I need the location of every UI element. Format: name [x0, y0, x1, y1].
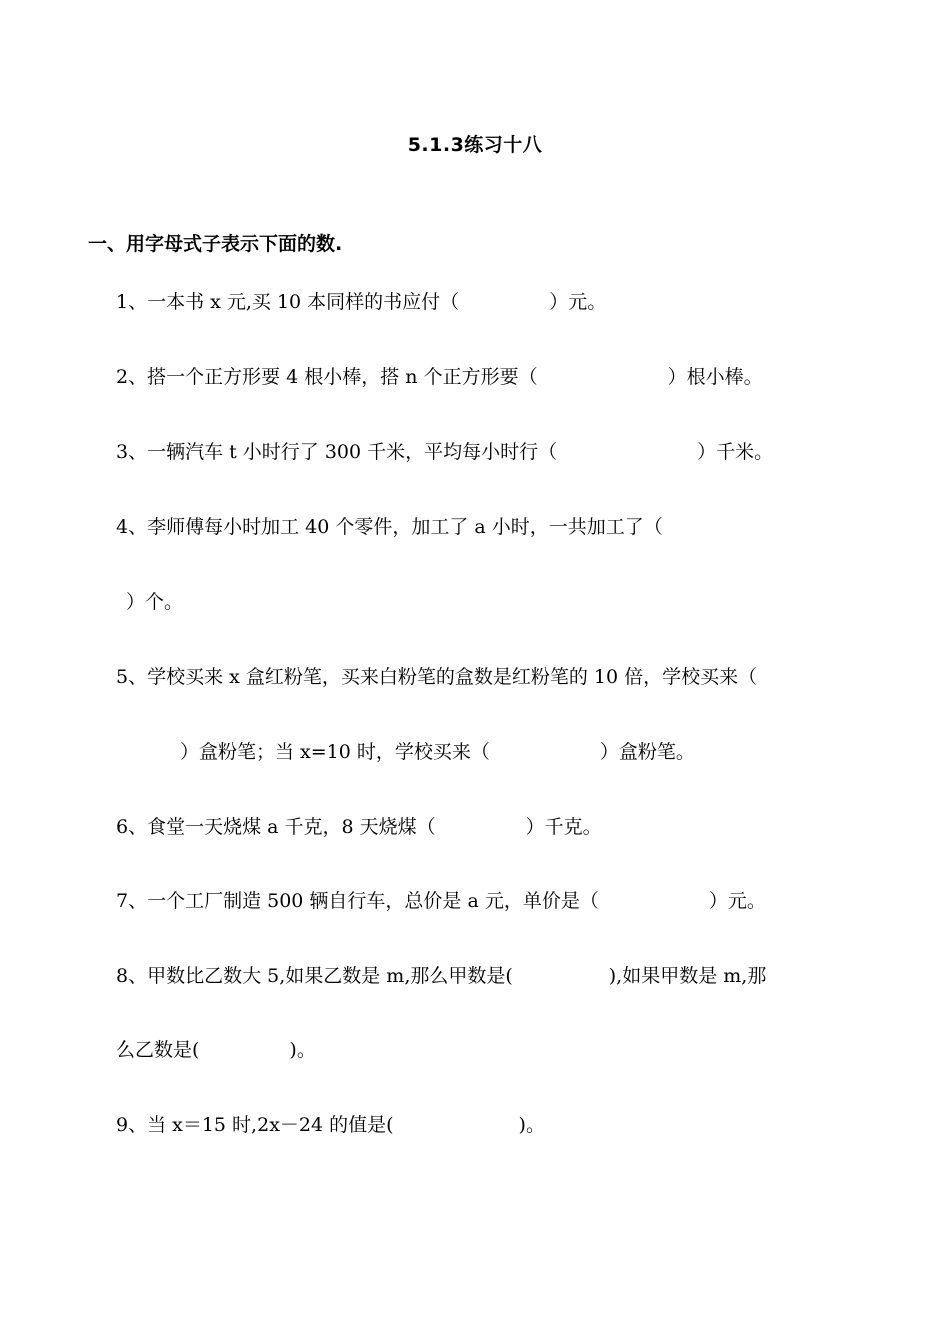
question-8: [116, 962, 766, 990]
question-5-suffix: ）盒粉笔。: [599, 741, 695, 763]
question-8-text: 8、甲数比乙数大 5,如果乙数是 m,那么甲数是(: [116, 965, 513, 987]
question-5-continuation: [130, 738, 695, 766]
question-7-suffix: ）元。: [708, 890, 766, 912]
question-3-text: 3、一辆汽车 t 小时行了 300 千米，平均每小时行（: [116, 441, 558, 463]
question-5-middle: ）盒粉笔；当 x=10 时，学校买来（: [180, 741, 490, 763]
page-title: 5.1.3练习十八: [407, 134, 543, 156]
question-4-suffix: ）个。: [126, 591, 184, 613]
question-8-cont: 么乙数是(: [116, 1039, 200, 1061]
question-1: [116, 288, 606, 316]
question-8-middle: ),如果甲数是 m,那: [608, 965, 767, 987]
question-2-suffix: ）根小棒。: [667, 366, 763, 388]
question-5-text: 5、学校买来 x 盒红粉笔，买来白粉笔的盒数是红粉笔的 10 倍，学校买来（: [116, 666, 758, 688]
question-1-text: 1、一本书 x 元,买 10 本同样的书应付（: [116, 291, 460, 313]
question-7: [116, 887, 766, 915]
question-9-suffix: )。: [518, 1114, 545, 1136]
question-6-text: 6、食堂一天烧煤 a 千克，8 天烧煤（: [116, 816, 436, 838]
question-5: [116, 663, 757, 691]
section-heading: 一、用字母式子表示下面的数.: [88, 233, 343, 255]
question-9: [116, 1111, 545, 1139]
question-2: [116, 363, 763, 391]
question-4: [116, 513, 673, 541]
question-3: [116, 438, 773, 466]
question-6: [116, 813, 602, 841]
question-3-suffix: ）千米。: [697, 441, 774, 463]
question-6-suffix: ）千克。: [525, 816, 602, 838]
question-8-suffix: )。: [289, 1039, 316, 1061]
question-2-text: 2、搭一个正方形要 4 根小棒，搭 n 个正方形要（: [116, 366, 538, 388]
question-7-text: 7、一个工厂制造 500 辆自行车，总价是 a 元，单价是（: [116, 890, 599, 912]
question-9-text: 9、当 x＝15 时,2x－24 的值是(: [116, 1114, 394, 1136]
question-1-suffix: ）元。: [549, 291, 607, 313]
question-8-continuation: [116, 1036, 316, 1064]
question-4-text: 4、李师傅每小时加工 40 个零件，加工了 a 小时，一共加工了（: [116, 516, 663, 538]
question-4-continuation: [126, 588, 183, 616]
